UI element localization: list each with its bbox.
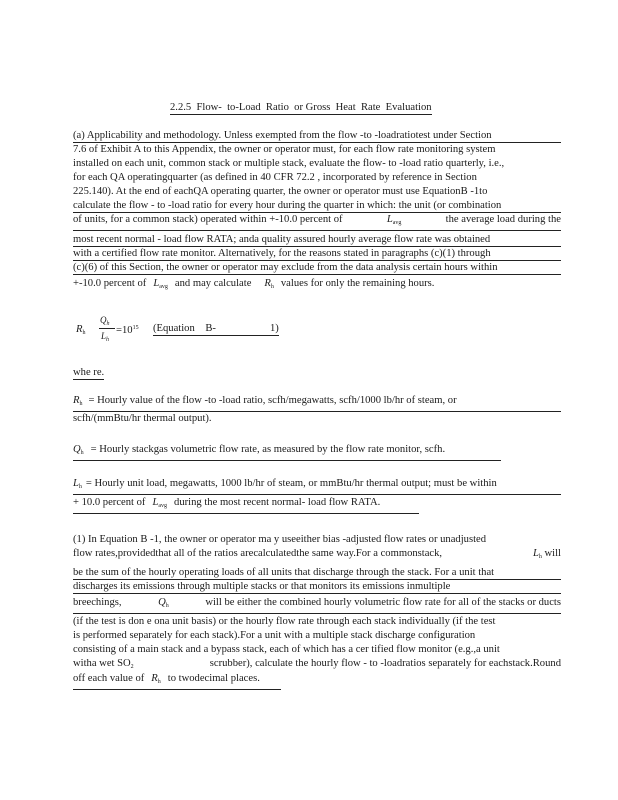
para-1-line-2 <box>73 547 561 564</box>
l-avg-symbol: $L_{avg}$ <box>152 497 168 509</box>
para-1-line-5-b: will be either the combined hourly volumetric flow rate for all of the stacks or ducts <box>205 597 561 608</box>
para-a-line-7-text: of units, for a common stack) operated within +-10.0 percent of <box>73 214 343 225</box>
para-1-line-8: consisting of a main stack and a bypass stack, each of which has a cer tified flow monitor (e.g.,a unit <box>73 644 500 655</box>
para-a-line-5: 225.140). At the end of eachQA operating quarter, the owner or operator must use EquationB -1to <box>73 186 488 197</box>
equation-rhs: $=10^{15}$ <box>116 325 139 336</box>
para-1-line-5 <box>73 596 561 614</box>
l-h-symbol: $L_h$ will <box>532 548 561 560</box>
para-a-line-2: 7.6 of Exhibit A to this Appendix, the owner or operator must, for each flow rate monitoring system <box>73 144 496 155</box>
para-1-line-9-b: scrubber), calculate the hourly flow - to -loadratios separately for eachstack.Round <box>209 658 561 669</box>
r-h-symbol: $R_h$ <box>264 278 274 290</box>
def-rh <box>73 394 561 412</box>
para-a-line-9: with a certified flow rate monitor. Alternatively, for the reasons stated in paragraphs (c)(1) through <box>73 247 561 261</box>
para-a-line-11 <box>73 277 561 294</box>
para-a-line-7-tail: the average load during the <box>445 214 561 225</box>
para-1-line-7: is performed separately for each stack).For a unit with a multiple stack discharge configuration <box>73 630 476 641</box>
q-h-symbol: $Q_h$ <box>158 597 169 609</box>
para-1-line-3: be the sum of the hourly operating loads of all units that discharge through the stack. For a unit that <box>73 566 561 580</box>
para-1-line-10-a: off each value of <box>73 673 145 684</box>
def-lh <box>73 477 561 495</box>
def-qh-text: = Hourly stackgas volumetric flow rate, as measured by the flow rate monitor, scfh. <box>90 444 446 455</box>
para-a-line-10: (c)(6) of this Section, the owner or operator may exclude from the data analysis certain hours within <box>73 261 561 275</box>
fraction-bar <box>99 328 115 329</box>
para-1-line-1: (1) In Equation B -1, the owner or operator ma y useeither bias -adjusted flow rates or unadjusted <box>73 534 487 545</box>
def-lh-line-2 <box>73 496 419 514</box>
para-a-line-11-mid: and may calculate <box>174 278 252 289</box>
r-h-symbol: $R_h$ <box>151 673 161 685</box>
para-1-line-6: (if the test is don e ona unit basis) or the hourly flow rate through each stack individually (if the test <box>73 616 496 627</box>
para-a-line-3: installed on each unit, common stack or multiple stack, evaluate the flow- to -load ratio quarterly, i.e., <box>73 158 505 169</box>
r-h-symbol: $R_h$ <box>73 395 83 407</box>
para-a-line-8: most recent normal - load flow RATA; anda quality assured hourly average flow rate was obtained <box>73 233 561 247</box>
equation-denominator: $L_h$ <box>101 331 110 343</box>
para-a-line-11-tail: values for only the remaining hours. <box>280 278 435 289</box>
def-rh-line-2: scfh/(mmBtu/hr thermal output). <box>73 413 212 424</box>
equation-numerator: $Q_h$ <box>100 315 110 327</box>
equation-label: (Equation B- 1) <box>153 323 279 334</box>
l-avg-symbol: $L_{avg}$ <box>153 278 168 290</box>
def-lh-text: = Hourly unit load, megawatts, 1000 lb/hr of steam, or mmBtu/hr thermal output; must be within <box>85 478 497 489</box>
l-h-symbol: $L_h$ <box>73 478 82 490</box>
para-a-line-6: calculate the flow - to -load ratio for every hour during the quarter in which: the unit (or combination <box>73 199 561 213</box>
def-lh-line-2-a: + 10.0 percent of <box>73 497 146 508</box>
para-a-line-1: (a) Applicability and methodology. Unless exempted from the flow -to -loadratiotest under Section <box>73 129 561 143</box>
para-1-line-4: discharges its emissions through multiple stacks or that monitors its emissions inmultiple <box>73 580 561 594</box>
def-rh-text: = Hourly value of the flow -to -load ratio, scfh/megawatts, scfh/1000 lb/hr of steam, or <box>88 395 457 406</box>
para-1-line-9-a: witha wet $SO_2$ <box>73 658 134 670</box>
para-1-line-5-a: breechings, <box>73 597 122 608</box>
para-1-line-2-text: flow rates,providedthat all of the ratios arecalculatedthe same way.For a commonstack, <box>73 548 443 559</box>
where-label: whe re. <box>73 367 105 378</box>
equation-lhs: $R_h$ <box>76 324 86 336</box>
para-a-line-7 <box>73 213 561 231</box>
q-h-symbol: $Q_h$ <box>73 444 84 456</box>
para-a-line-11-text: +-10.0 percent of <box>73 278 147 289</box>
def-qh <box>73 443 501 461</box>
para-1-line-10-b: to twodecimal places. <box>167 673 260 684</box>
section-title: 2.2.5 Flow- to-Load Ratio or Gross Heat Rate Evaluation <box>170 102 432 113</box>
def-lh-line-2-b: during the most recent normal- load flow RATA. <box>174 497 381 508</box>
para-a-line-4: for each QA operatingquarter (as defined in 40 CFR 72.2 , incorporated by reference in Section <box>73 172 477 183</box>
l-avg-symbol: $L_{avg}$ <box>386 214 402 226</box>
para-1-line-10 <box>73 672 281 690</box>
